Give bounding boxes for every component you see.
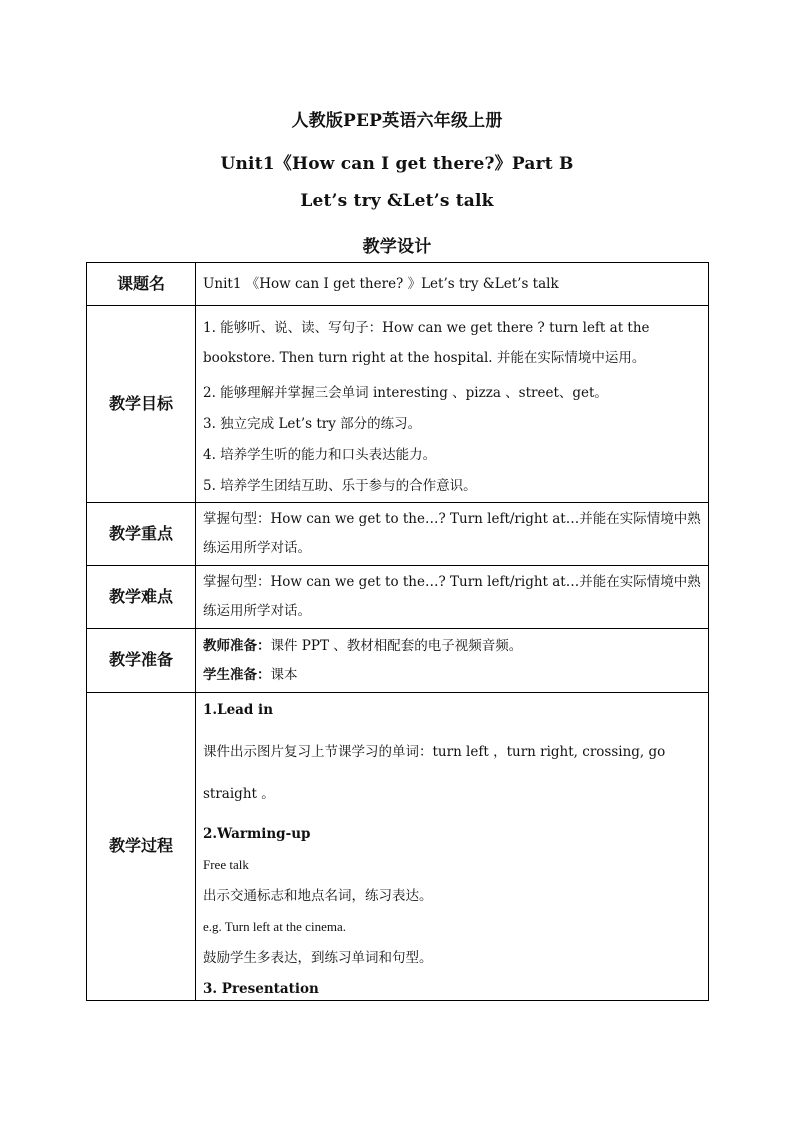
table-row-topic: [87, 263, 709, 306]
preparation-cell: [196, 629, 709, 693]
objective-item-4: 4. 培养学生听的能力和口头表达能力。: [203, 447, 437, 463]
process-step-2-line-1: Free talk: [203, 857, 249, 872]
teacher-preparation-label: 教师准备：: [203, 637, 271, 654]
table-row-difficulties: [87, 566, 709, 629]
teacher-preparation-text: 课件 PPT 、教材相配套的电子视频音频。: [270, 637, 523, 654]
difficulties-text: 掌握句型：How can we get to the…? Turn left/right at…并能在实际情境中熟练运用所学对话。: [196, 566, 709, 629]
doc-title-line-1: 人教版PEP英语六年级上册: [291, 111, 503, 131]
teacher-preparation: [203, 632, 701, 661]
table-row-process: [87, 693, 709, 1001]
key-points-text: 掌握句型：How can we get to the…? Turn left/right at…并能在实际情境中熟练运用所学对话。: [196, 503, 709, 566]
objectives-cell: [196, 306, 709, 503]
objective-item-3: 3. 独立完成 Let’s try 部分的练习。: [203, 416, 422, 432]
doc-title-line-3: Let’s try &Let’s talk: [300, 191, 494, 211]
process-step-2-line-2: 出示交通标志和地点名词，练习表达。: [203, 888, 433, 904]
table-row-key-points: [87, 503, 709, 566]
lesson-plan-table: [86, 262, 709, 1001]
process-step-2-line-4: 鼓励学生多表达，到练习单词和句型。: [203, 950, 433, 966]
student-preparation-text: 课本: [270, 666, 298, 683]
doc-title-line-4: 教学设计: [362, 237, 432, 257]
row-label-preparation: 教学准备: [87, 629, 196, 693]
row-label-process: 教学过程: [87, 693, 196, 1001]
row-label-topic: 课题名: [87, 263, 196, 306]
row-label-difficulties: 教学难点: [87, 566, 196, 629]
process-step-1-text: 课件出示图片复习上节课学习的单词：turn left ，turn right, crossing, go straight 。: [203, 744, 666, 802]
objective-item-5: 5. 培养学生团结互助、乐于参与的合作意识。: [203, 478, 477, 494]
doc-title-line-2: Unit1《How can I get there?》Part B: [220, 154, 574, 174]
topic-text: Unit1 《How can I get there? 》Let’s try &Let’s talk: [196, 263, 709, 306]
student-preparation: [203, 661, 701, 690]
table-row-objectives: [87, 306, 709, 503]
objective-item-2: 2. 能够理解并掌握三会单词 interesting 、pizza 、street、get。: [203, 385, 608, 401]
table-row-preparation: [87, 629, 709, 693]
process-step-1-heading: 1.Lead in: [203, 702, 274, 718]
objective-item-1: 1. 能够听、说、读、写句子：How can we get there ? turn left at the bookstore. Then turn right at the hospital. 并能在实际情境中运用。: [203, 320, 650, 366]
process-step-3-heading: 3. Presentation: [203, 981, 319, 997]
process-step-2-heading: 2.Warming-up: [203, 826, 311, 842]
process-cell: [196, 693, 709, 1001]
student-preparation-label: 学生准备：: [203, 666, 271, 683]
row-label-key-points: 教学重点: [87, 503, 196, 566]
process-step-2-line-3: e.g. Turn left at the cinema.: [203, 919, 346, 934]
row-label-objectives: 教学目标: [87, 306, 196, 503]
